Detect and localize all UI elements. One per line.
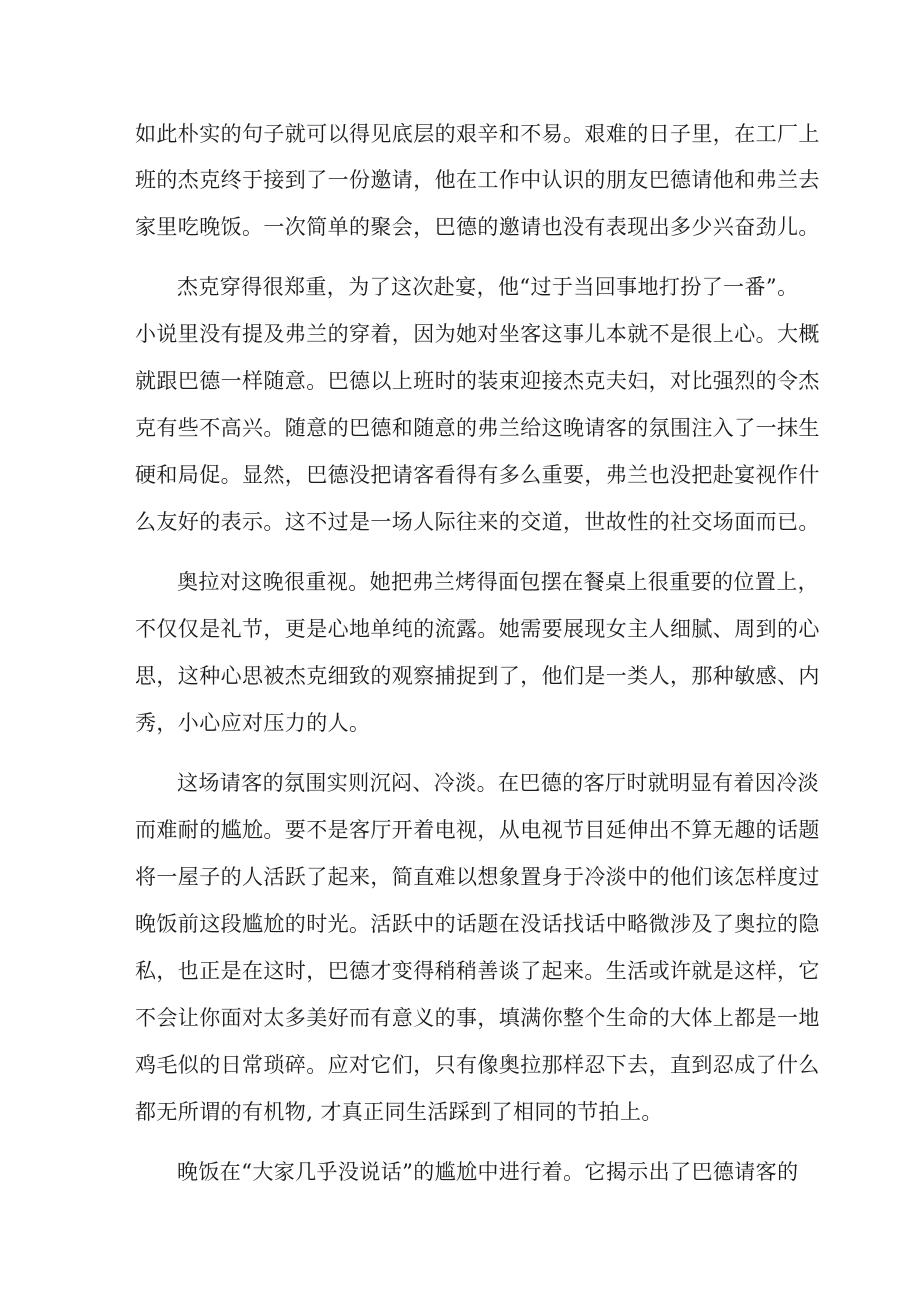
paragraph-4-line-7: 鸡毛似的日常琐碎。应对它们，只有像奥拉那样忍下去，直到忍成了什么 [135,1053,820,1077]
paragraph-1-line-3: 家里吃晚饭。一次简单的聚会，巴德的邀请也没有表现出多少兴奋劲儿。 [135,215,820,239]
paragraph-2-line-6: 么友好的表示。这不过是一场人际往来的交道，世故性的社交场面而已。 [135,510,820,534]
paragraph-3-line-3: 思，这种心思被杰克细致的观察捕捉到了，他们是一类人，那种敏感、内 [135,664,820,688]
paragraph-4-line-3: 将一屋子的人活跃了起来，简直难以想象置身于冷淡中的他们该怎样度过 [135,865,820,889]
paragraph-5-line-1: 晚饭在“大家几乎没说话”的尴尬中进行着。它揭示出了巴德请客的 [177,1160,799,1184]
paragraph-1-line-1: 如此朴实的句子就可以得见底层的艰辛和不易。艰难的日子里，在工厂上 [135,122,820,146]
paragraph-1-line-2: 班的杰克终于接到了一份邀请，他在工作中认识的朋友巴德请他和弗兰去 [135,168,820,192]
paragraph-2-line-2: 小说里没有提及弗兰的穿着，因为她对坐客这事儿本就不是很上心。大概 [135,322,820,346]
paragraph-4-line-2: 而难耐的尴尬。要不是客厅开着电视，从电视节目延伸出不算无趣的话题 [135,818,820,842]
paragraph-2-line-1: 杰克穿得很郑重，为了这次赴宴，他“过于当回事地打扮了一番”。 [177,275,799,299]
paragraph-2-line-5: 硬和局促。显然，巴德没把请客看得有多么重要，弗兰也没把赴宴视作什 [135,463,820,487]
paragraph-3-line-1: 奥拉对这晚很重视。她把弗兰烤得面包摆在餐桌上很重要的位置上， [177,570,819,594]
paragraph-4-line-1: 这场请客的氛围实则沉闷、冷淡。在巴德的客厅时就明显有着因冷淡 [177,771,819,795]
paragraph-4-line-5: 私，也正是在这时，巴德才变得稍稍善谈了起来。生活或许就是这样，它 [135,959,820,983]
paragraph-4-line-8: 都无所谓的有机物, 才真正同生活踩到了相同的节拍上。 [135,1100,663,1124]
paragraph-3-line-4: 秀，小心应对压力的人。 [135,711,371,735]
paragraph-2-line-4: 克有些不高兴。随意的巴德和随意的弗兰给这晚请客的氛围注入了一抹生 [135,416,820,440]
paragraph-4-line-6: 不会让你面对太多美好而有意义的事，填满你整个生命的大体上都是一地 [135,1006,820,1030]
paragraph-4-line-4: 晚饭前这段尴尬的时光。活跃中的话题在没话找话中略微涉及了奥拉的隐 [135,912,820,936]
paragraph-2-line-3: 就跟巴德一样随意。巴德以上班时的装束迎接杰克夫妇，对比强烈的令杰 [135,369,820,393]
paragraph-3-line-2: 不仅仅是礼节，更是心地单纯的流露。她需要展现女主人细腻、周到的心 [135,617,820,641]
